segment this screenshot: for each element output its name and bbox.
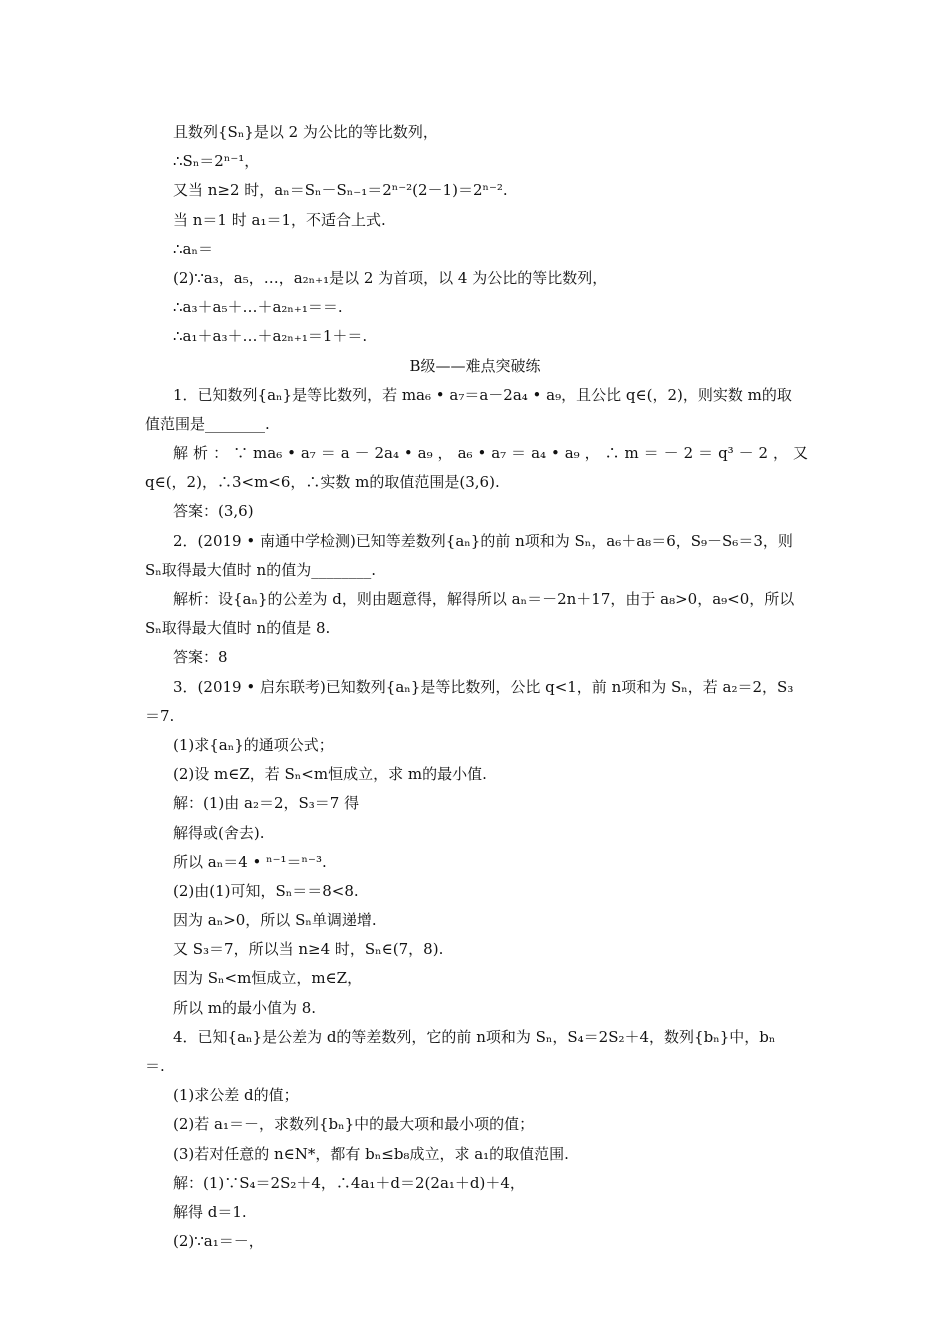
line-text: ＝. — [145, 1057, 165, 1075]
text-line — [0, 1227, 950, 1256]
line-text: B级——难点突破练 — [409, 356, 541, 375]
line-text: 解：(1)由 a₂＝2，S₃＝7 得 — [173, 794, 360, 813]
text-line — [0, 1052, 950, 1081]
line-text: 解析：设{aₙ}的公差为 d，则由题意得，解得所以 aₙ＝－2n＋17，由于 a₈>0，a₉<0，所以 — [173, 590, 795, 608]
line-text: 1．已知数列{aₙ}是等比数列，若 ma₆ • a₇＝a－2a₄ • a₉，且公比 q∈(，2)，则实数 m的取 — [173, 385, 792, 404]
line-text: 3．(2019 • 启东联考)已知数列{aₙ}是等比数列，公比 q<1，前 n项和为 Sₙ，若 a₂＝2，S₃ — [173, 677, 794, 696]
text-line — [0, 439, 950, 468]
text-line — [0, 235, 950, 264]
line-text: (1)求公差 d的值； — [173, 1086, 299, 1105]
text-line — [0, 468, 950, 497]
text-line — [0, 381, 950, 410]
text-line — [0, 206, 950, 235]
line-text: q∈(，2)，∴3<m<6，∴实数 m的取值范围是(3,6). — [145, 473, 500, 492]
text-line — [0, 176, 950, 205]
text-line — [0, 906, 950, 935]
line-text: ∴Sₙ＝2ⁿ⁻¹， — [173, 152, 260, 171]
text-line — [0, 1110, 950, 1139]
line-text: 4．已知{aₙ}是公差为 d的等差数列，它的前 n项和为 Sₙ，S₄＝2S₂＋4，数列{bₙ}中，bₙ — [173, 1027, 776, 1046]
text-line — [0, 848, 950, 877]
text-line — [0, 322, 950, 351]
text-line — [0, 702, 950, 731]
text-line — [0, 556, 950, 585]
text-line — [0, 293, 950, 322]
line-text: 又 S₃＝7，所以当 n≥4 时，Sₙ∈(7，8). — [173, 940, 444, 959]
line-text: 所以 m的最小值为 8. — [173, 998, 317, 1017]
text-line — [0, 760, 950, 789]
line-text: 因为 Sₙ<m恒成立，m∈Z， — [173, 969, 363, 988]
text-line — [0, 1023, 950, 1052]
text-line — [0, 497, 950, 526]
line-text: 解得或(舍去). — [173, 823, 265, 842]
document-body — [0, 118, 950, 1256]
line-text: 所以 aₙ＝4 • ⁿ⁻¹＝ⁿ⁻³. — [173, 852, 327, 871]
line-text: 解：(1)∵S₄＝2S₂＋4，∴4a₁＋d＝2(2a₁＋d)＋4， — [173, 1173, 525, 1192]
text-line — [0, 1169, 950, 1198]
line-text: 答案：8 — [173, 648, 228, 667]
line-text: ∴a₃＋a₅＋…＋a₂ₙ₊₁＝＝. — [173, 298, 343, 317]
text-line — [0, 935, 950, 964]
text-line — [0, 673, 950, 702]
text-line — [0, 877, 950, 906]
text-line — [0, 964, 950, 993]
line-text: (2)∵a₃，a₅，…，a₂ₙ₊₁是以 2 为首项，以 4 为公比的等比数列， — [173, 268, 608, 287]
text-line — [0, 147, 950, 176]
text-line — [0, 1081, 950, 1110]
text-line — [0, 527, 950, 556]
line-text: (2)若 a₁＝－，求数列{bₙ}中的最大项和最小项的值； — [173, 1115, 535, 1134]
text-line — [0, 585, 950, 614]
line-text: Sₙ取得最大值时 n的值为________. — [145, 560, 376, 579]
text-line — [0, 614, 950, 643]
line-text: 又当 n≥2 时，aₙ＝Sₙ－Sₙ₋₁＝2ⁿ⁻²(2－1)＝2ⁿ⁻². — [173, 181, 508, 200]
line-text: ∴aₙ＝ — [173, 239, 213, 258]
line-text: 2．(2019 • 南通中学检测)已知等差数列{aₙ}的前 n项和为 Sₙ，a₆＋a₈＝6，S₉－S₆＝3，则 — [173, 531, 793, 550]
text-line — [0, 1140, 950, 1169]
text-line — [0, 994, 950, 1023]
line-text: (1)求{aₙ}的通项公式； — [173, 735, 334, 754]
text-line — [0, 819, 950, 848]
line-text: 且数列{Sₙ}是以 2 为公比的等比数列， — [173, 123, 438, 141]
line-text: (2)设 m∈Z，若 Sₙ<m恒成立，求 m的最小值. — [173, 765, 487, 784]
line-text: ＝7. — [145, 706, 175, 725]
line-text: 解得 d＝1. — [173, 1202, 247, 1221]
line-text: (2)由(1)可知，Sₙ＝＝8<8. — [173, 881, 359, 900]
line-text: 当 n＝1 时 a₁＝1，不适合上式. — [173, 210, 386, 229]
line-text: 答案：(3,6) — [173, 502, 254, 521]
text-line — [0, 410, 950, 439]
line-text: (3)若对任意的 n∈N*，都有 bₙ≤b₈成立，求 a₁的取值范围. — [173, 1144, 569, 1163]
text-line — [0, 643, 950, 672]
line-text: 值范围是________. — [145, 414, 270, 433]
text-line — [0, 264, 950, 293]
line-text: Sₙ取得最大值时 n的值是 8. — [145, 619, 331, 638]
line-text: 解 析 ： ∵ ma₆ • a₇ ＝ a － 2a₄ • a₉ ， a₆ • a₇ ＝ a₄ • a₉ ， ∴ m ＝ － 2 ＝ q³ － 2 ， 又 — [173, 444, 808, 463]
section-heading — [0, 352, 950, 381]
line-text: 因为 aₙ>0，所以 Sₙ单调递增. — [173, 911, 377, 930]
text-line — [0, 731, 950, 760]
line-text: ∴a₁＋a₃＋…＋a₂ₙ₊₁＝1＋＝. — [173, 327, 368, 346]
text-line — [0, 789, 950, 818]
text-line — [0, 1198, 950, 1227]
text-line — [0, 118, 950, 147]
line-text: (2)∵a₁＝－， — [173, 1232, 264, 1251]
